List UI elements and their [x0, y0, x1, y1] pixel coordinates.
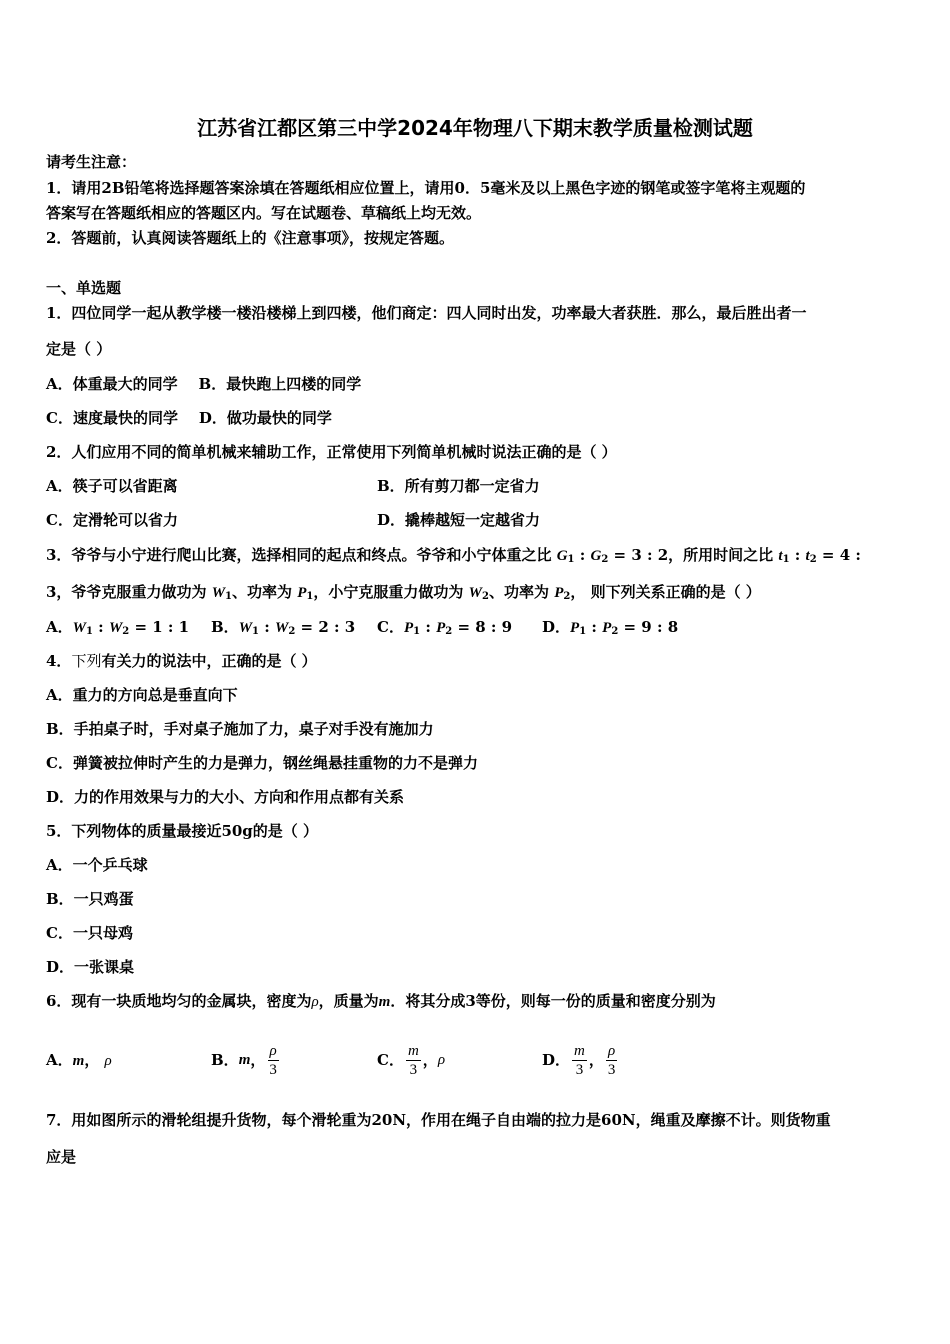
q1-options-cd: C．速度最快的同学 D．做功最快的同学 [46, 409, 332, 427]
notice-heading: 请考生注意： [46, 153, 137, 171]
q6-option-b: B． m ， $\frac{\rho}{3}$ [211, 1042, 277, 1078]
page-title: 江苏省江都区第三中学2024年物理八下期末教学质量检测试题 [197, 116, 753, 140]
q5-option-c: C．一只母鸡 [46, 924, 133, 942]
q2-option-d: D．撬棒越短一定越省力 [377, 511, 541, 529]
q3-option-a: A．$W_1$ : $W_2 = 1$ : 1 [46, 618, 190, 637]
q6-option-a: A．m， ρ [46, 1051, 112, 1069]
notice-item-1-line-2: 答案写在答题纸相应的答题区内。写在试题卷、草稿纸上均无效。 [46, 204, 482, 222]
q6-text-1: 6．现有一块质地均匀的金属块，密度为 [46, 992, 312, 1010]
q3-option-a-value: 1 : 1 [152, 618, 190, 636]
q3-option-d: D．$P_1$ : $P_2 = 9$ : 8 [542, 618, 679, 637]
q6-option-d: D． $\frac{m}{3}$ ， $\frac{\rho}{3}$ [542, 1042, 616, 1078]
q6-a-rho: ρ [104, 1053, 112, 1069]
q3-stem-line-1: 3．爷爷与小宁进行爬山比赛，选择相同的起点和终点。爷爷和小宁体重之比 $G_1$ : $G_2 = 3$ : 2，所用时间之比 $t_1$ : $t_2 = 4$ : [46, 546, 861, 565]
q5-option-d: D．一张课桌 [46, 958, 135, 976]
q1-options-ab: A．体重最大的同学 B．最快跑上四楼的同学 [46, 375, 362, 393]
q6-text-3: ．将其分成3等份，则每一份的质量和密度分别为 [390, 992, 716, 1010]
q3-text-6: 、功率为 [488, 583, 549, 601]
q3-text-5: ，小宁克服重力做功为 [313, 583, 464, 601]
q2-option-b: B．所有剪刀都一定省力 [377, 477, 540, 495]
q4-stem-plain: 下列 [71, 652, 102, 670]
q4-option-b: B．手拍桌子时，手对桌子施加了力，桌子对手没有施加力 [46, 720, 434, 738]
q2-option-a: A．筷子可以省距离 [46, 477, 178, 495]
q3-stem-line-2: 3，爷爷克服重力做功为 $W_1$、功率为 $P_1$，小宁克服重力做功为 $W_2$、功率为 $P_2$， 则下列关系正确的是（ ） [46, 583, 761, 602]
q3-option-b: B．$W_1$ : $W_2 = 2$ : 3 [211, 618, 356, 637]
q7-stem-line-1: 7．用如图所示的滑轮组提升货物，每个滑轮重为20N，作用在绳子自由端的拉力是60N，绳重及摩擦不计。则货物重 [46, 1111, 831, 1129]
q6-c-fraction [406, 1042, 421, 1079]
q6-a-mass: m [72, 1053, 85, 1069]
q3-text-2: ，所用时间之比 [668, 546, 774, 564]
q2-stem: 2．人们应用不同的简单机械来辅助工作，正常使用下列简单机械时说法正确的是（ ） [46, 443, 617, 461]
q6-b-num: ρ [269, 1042, 277, 1059]
q4-number: 4． [46, 652, 72, 670]
q4-stem-text: 有关力的说法中，正确的是（ ） [101, 652, 317, 670]
q6-option-c: C． $\frac{m}{3}$ ， ρ [377, 1042, 446, 1078]
q3-ratio-g: 3 : 2 [631, 546, 669, 564]
q6-stem [46, 991, 716, 1012]
q3-text-7: ， 则下列关系正确的是（ ） [570, 583, 761, 601]
q3-option-d-value: 9 : 8 [641, 618, 679, 636]
q6-b-mass: m [238, 1052, 251, 1068]
q5-option-a: A．一个乒乓球 [46, 856, 148, 874]
q6-d-den-rho: 3 [607, 1061, 616, 1078]
q6-d-num-rho: ρ [608, 1042, 616, 1059]
q5-stem: 5．下列物体的质量最接近50g的是（ ） [46, 822, 319, 840]
q3-text-1: 3．爷爷与小宁进行爬山比赛，选择相同的起点和终点。爷爷和小宁体重之比 [46, 546, 552, 564]
q6-b-den: 3 [269, 1061, 277, 1078]
q6-rho-symbol: ρ [311, 994, 319, 1010]
q6-d-num-m: m [574, 1042, 585, 1059]
q2-option-c: C．定滑轮可以省力 [46, 511, 178, 529]
q6-mass-symbol: m [378, 994, 391, 1010]
q3-option-c: C．$P_1$ : $P_2 = 8$ : 9 [377, 618, 513, 637]
q6-c-num: m [407, 1042, 419, 1059]
notice-item-2: 2．答题前，认真阅读答题纸上的《注意事项》，按规定答题。 [46, 229, 454, 247]
q6-d-fraction-m [572, 1042, 587, 1079]
q6-d-den-m: 3 [575, 1061, 584, 1078]
q5-option-b: B．一只鸡蛋 [46, 890, 134, 908]
q6-b-fraction [267, 1042, 279, 1079]
q3-ratio-t: 4 : [839, 546, 861, 564]
q3-option-c-value: 8 : 9 [475, 618, 513, 636]
q1-stem-line-1: 1．四位同学一起从教学楼一楼沿楼梯上到四楼，他们商定：四人同时出发，功率最大者获胜．那么，最后胜出者一 [46, 304, 807, 322]
q6-d-fraction-rho [606, 1042, 618, 1079]
q3-text-4: 、功率为 [232, 583, 293, 601]
section-heading: 一、单选题 [46, 279, 122, 297]
q1-stem-line-2: 定是（ ） [46, 340, 112, 358]
q6-text-2: ，质量为 [318, 992, 379, 1010]
q3-option-b-value: 2 : 3 [318, 618, 356, 636]
notice-item-1-line-1: 1．请用2B铅笔将选择题答案涂填在答题纸相应位置上，请用0．5毫米及以上黑色字迹的钢笔或签字笔将主观题的 [46, 179, 806, 197]
q4-option-c: C．弹簧被拉伸时产生的力是弹力，钢丝绳悬挂重物的力不是弹力 [46, 754, 478, 772]
q3-text-3: 3，爷爷克服重力做功为 [46, 583, 207, 601]
q4-option-a: A．重力的方向总是垂直向下 [46, 686, 238, 704]
q4-stem [46, 651, 317, 671]
q7-stem-line-2: 应是 [46, 1148, 77, 1166]
q6-c-rho: ρ [437, 1052, 446, 1068]
q6-c-den: 3 [409, 1061, 418, 1078]
q4-option-d: D．力的作用效果与力的大小、方向和作用点都有关系 [46, 788, 405, 806]
